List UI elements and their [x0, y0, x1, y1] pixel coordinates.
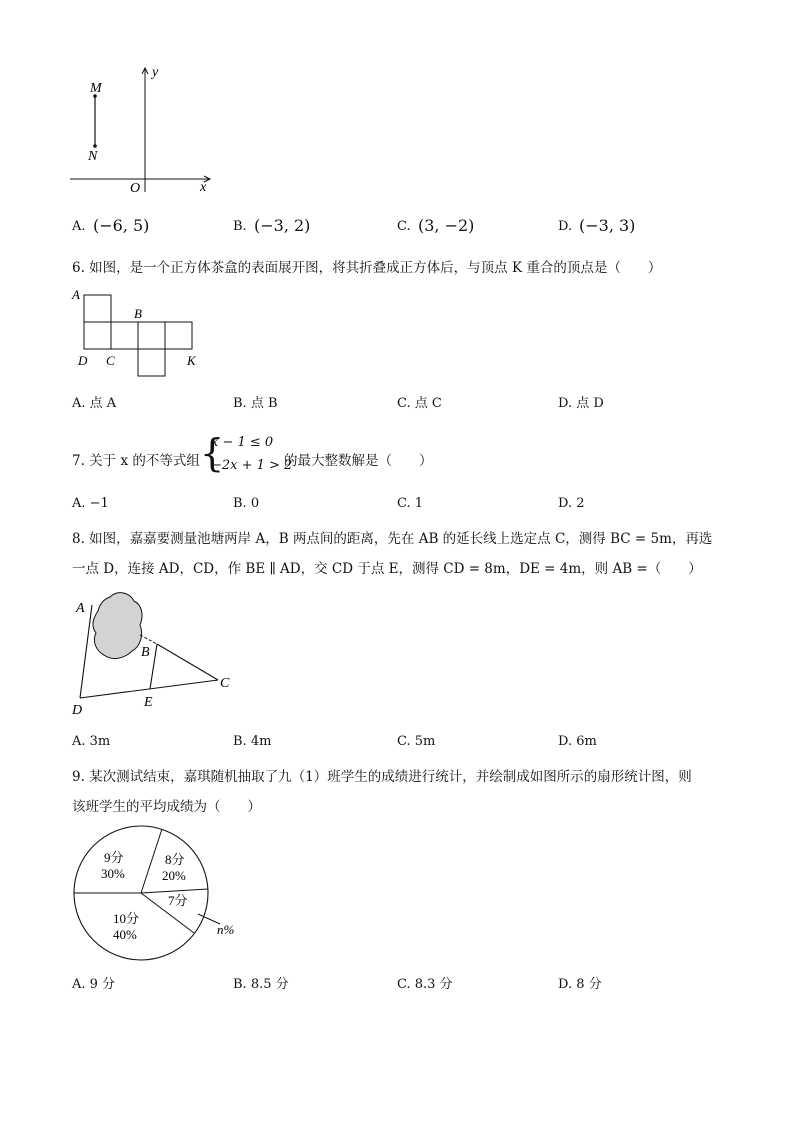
net-square-row4	[165, 322, 192, 349]
slice-7-pct: n%	[217, 922, 235, 937]
q5-coordinate-figure	[60, 62, 220, 197]
net-square-row1	[84, 322, 111, 349]
q6-option-d[interactable]: D. 点 D	[558, 396, 604, 411]
q6-option-a[interactable]: A. 点 A	[72, 396, 117, 411]
q5-option-d-value[interactable]: (−3, 3)	[579, 216, 636, 235]
segment-ab-dashed	[140, 635, 157, 644]
q9-option-d[interactable]: D. 8 分	[558, 977, 602, 992]
q7-option-d[interactable]: D. 2	[558, 496, 585, 511]
net-square-row2	[111, 322, 138, 349]
q9-option-c[interactable]: C. 8.3 分	[397, 977, 453, 992]
label-x: x	[200, 180, 207, 195]
net-square-row3	[138, 322, 165, 349]
slice-7-name: 7分	[168, 893, 188, 908]
segment-be	[150, 644, 157, 689]
q5-option-a-value[interactable]: (−6, 5)	[93, 216, 150, 235]
pie-divider-top	[141, 829, 162, 893]
slice-8-pct: 20%	[162, 868, 186, 883]
q7-option-c[interactable]: C. 1	[397, 496, 424, 511]
label-origin: O	[130, 181, 141, 196]
net-label-c: C	[106, 353, 115, 368]
q8-option-b[interactable]: B. 4m	[233, 734, 272, 749]
slice-9-pct: 30%	[101, 866, 125, 881]
slice-8-name: 8分	[165, 852, 185, 867]
segment-ad	[80, 605, 92, 698]
q5-option-b-letter[interactable]: B.	[233, 219, 247, 234]
slice-10-name: 10分	[113, 911, 140, 926]
net-label-a: A	[72, 287, 80, 302]
q7-option-a[interactable]: A. −1	[72, 496, 109, 511]
label-a: A	[76, 601, 85, 616]
q8-pond-figure	[70, 585, 240, 715]
label-m: M	[90, 81, 102, 96]
label-y: y	[152, 65, 159, 80]
q6-question-text: 6. 如图，是一个正方体茶盒的表面展开图，将其折叠成正方体后，与顶点 K 重合的顶点是（ ）	[72, 260, 662, 276]
q8-question-line-1: 8. 如图，嘉嘉要测量池塘两岸 A，B 两点间的距离，先在 AB 的延长线上选定点 C，测得 BC = 5m，再选	[72, 531, 713, 547]
q9-option-b[interactable]: B. 8.5 分	[233, 977, 289, 992]
q8-option-c[interactable]: C. 5m	[397, 734, 436, 749]
q9-question-line-2: 该班学生的平均成绩为（ ）	[72, 799, 261, 815]
net-label-b: B	[134, 306, 142, 321]
label-d: D	[72, 703, 83, 715]
q5-option-a-letter[interactable]: A.	[72, 219, 86, 234]
net-square-bottom	[138, 349, 165, 376]
q7-suffix: 的最大整数解是（ ）	[284, 453, 433, 469]
slice-9-name: 9分	[104, 850, 124, 865]
q8-question-line-2: 一点 D，连接 AD，CD，作 BE ∥ AD，交 CD 于点 E，测得 CD = 8m，DE = 4m，则 AB =（ ）	[72, 561, 702, 577]
q9-option-a[interactable]: A. 9 分	[72, 977, 116, 992]
q7-brace: {	[200, 431, 225, 475]
label-n: N	[88, 149, 98, 164]
label-e: E	[144, 695, 153, 710]
q6-cube-net-figure	[68, 285, 213, 380]
q5-option-c-value[interactable]: (3, −2)	[418, 216, 475, 235]
q9-question-line-1: 9. 某次测试结束，嘉琪随机抽取了九（1）班学生的成绩进行统计，并绘制成如图所示的扇形统计图，则	[72, 769, 692, 785]
label-c: C	[220, 676, 230, 691]
net-label-d: D	[78, 353, 88, 368]
q7-prefix: 7. 关于 x 的不等式组	[72, 453, 200, 469]
q9-pie-chart	[70, 822, 260, 962]
q6-option-c[interactable]: C. 点 C	[397, 396, 442, 411]
q7-inequality-1: x − 1 ≤ 0	[211, 435, 274, 450]
segment-bc	[157, 644, 218, 680]
point-n	[93, 144, 97, 148]
q6-option-b[interactable]: B. 点 B	[233, 396, 278, 411]
q7-option-b[interactable]: B. 0	[233, 496, 260, 511]
pond-shape	[93, 593, 142, 659]
q5-option-d-letter[interactable]: D.	[558, 219, 573, 234]
q8-option-a[interactable]: A. 3m	[72, 734, 111, 749]
net-label-k: K	[187, 353, 196, 368]
q5-option-c-letter[interactable]: C.	[397, 219, 411, 234]
net-square-top	[84, 295, 111, 322]
q8-option-d[interactable]: D. 6m	[558, 734, 597, 749]
q5-option-b-value[interactable]: (−3, 2)	[254, 216, 311, 235]
q7-inequality-2: −2x + 1 > 2	[211, 458, 293, 473]
label-b: B	[141, 645, 150, 660]
slice-10-pct: 40%	[113, 927, 137, 942]
